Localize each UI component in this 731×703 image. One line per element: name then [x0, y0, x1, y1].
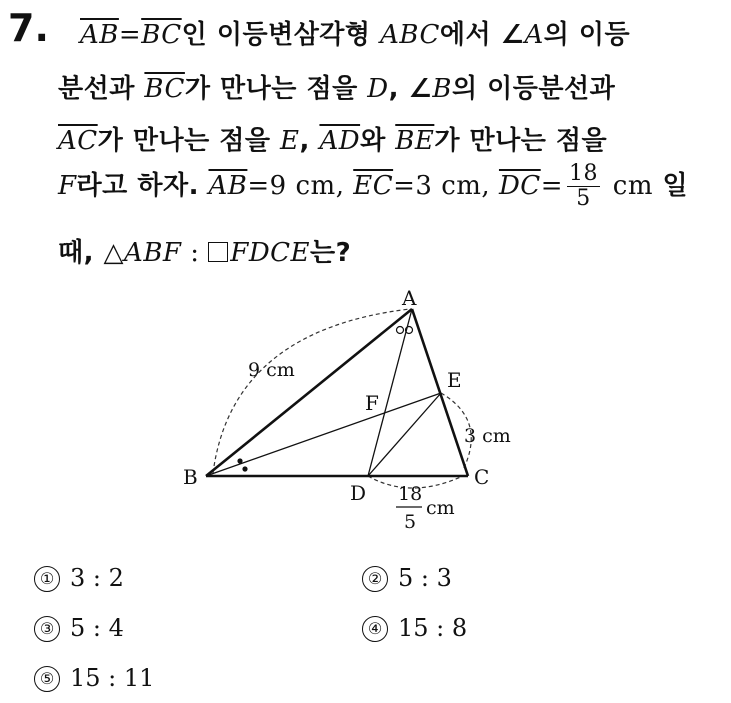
angle-mark-b2: [242, 466, 247, 471]
question-line-3: $\overline{AC}$가 만나는 점을 E, $\overline{AD}$와 $\overline{BE}$가 만나는 점을: [58, 126, 608, 156]
point-label-e: E: [447, 368, 462, 392]
label-dc-denominator: 5: [404, 511, 417, 533]
angle-mark-b1: [237, 458, 242, 463]
label-ec-length: 3 cm: [464, 425, 511, 447]
label-dc-unit: cm: [426, 497, 455, 519]
label-ab-length: 9 cm: [248, 359, 295, 381]
choice-2[interactable]: ② 5 : 3: [362, 564, 452, 592]
angle-mark-a1: [397, 327, 404, 334]
question-line-2: 분선과 $\overline{BC}$가 만나는 점을 D, ∠B의 이등분선과: [58, 74, 616, 104]
point-label-b: B: [183, 465, 198, 489]
question-number: 7.: [8, 6, 49, 50]
point-label-f: F: [365, 391, 379, 415]
question-line-1: $\overline{AB}=\overline{BC}$인 이등변삼각형 ABC에서 ∠A의 이등: [80, 20, 631, 50]
segment-be: [206, 393, 441, 476]
choice-1[interactable]: ① 3 : 2: [34, 564, 124, 592]
side-ac: [412, 309, 468, 476]
fraction-dc: $\frac{18}{5}$: [569, 161, 598, 211]
point-label-c: C: [474, 465, 490, 489]
question-line-4: F라고 하자. $\overline{AB}=9$ cm, $\overline{EC}=3$ cm, $\overline{DC}=$ $\frac{18}{5}$ cm 일: [58, 161, 689, 211]
label-dc-numerator: 18: [398, 483, 423, 505]
question-line-5: 때, △ABF : FDCE는?: [58, 238, 352, 268]
choice-3[interactable]: ③ 5 : 4: [34, 614, 124, 642]
point-label-a: A: [402, 286, 417, 310]
choice-4[interactable]: ④ 15 : 8: [362, 614, 467, 642]
choice-5[interactable]: ⑤ 15 : 11: [34, 664, 154, 692]
side-ab: [206, 309, 412, 476]
point-label-d: D: [350, 481, 367, 505]
